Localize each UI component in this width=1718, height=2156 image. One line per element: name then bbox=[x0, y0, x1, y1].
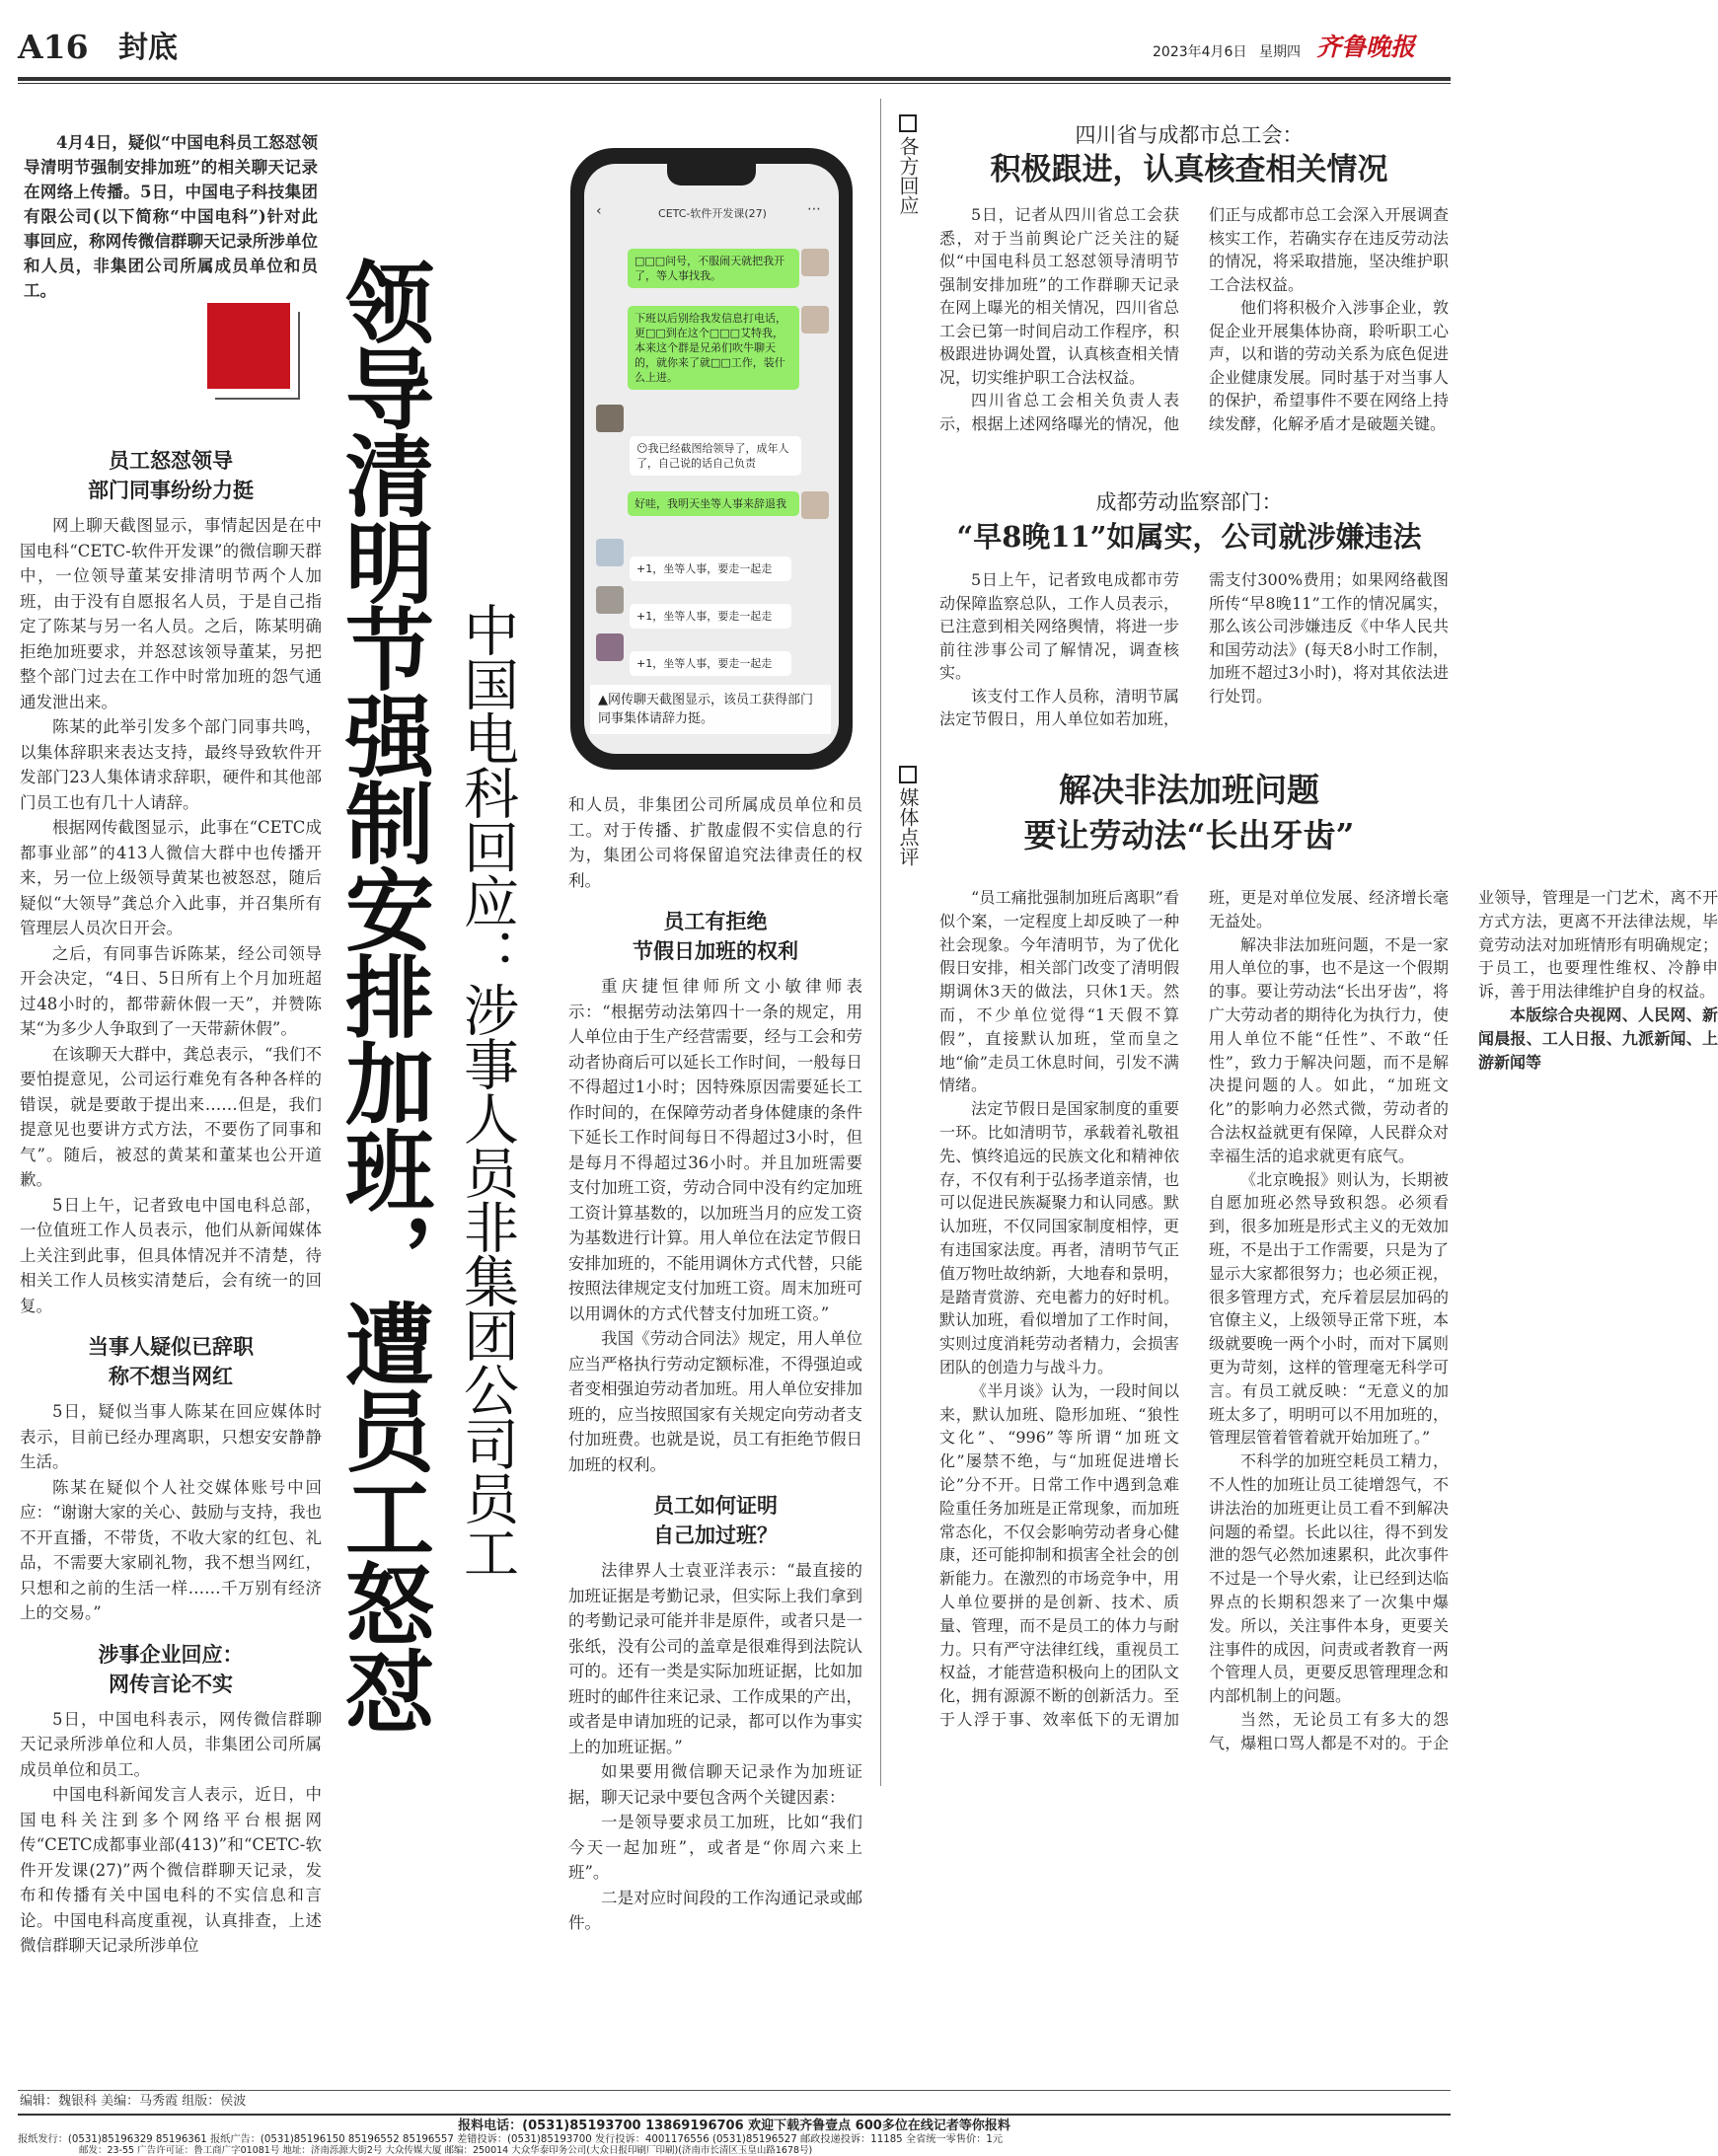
title-commentary bbox=[928, 768, 1451, 858]
main-headline: 领导清明节强制安排加班，遭员工怒怼 bbox=[330, 257, 433, 1733]
accent-shadow bbox=[215, 312, 300, 400]
section-body bbox=[20, 513, 322, 1318]
paragraph: 之后，有同事告诉陈某，经公司领导开会决定，“4日、5日所有上个月加班超过48小时的，都带薪休假一天”，并赞陈某“为多少人争取到了一天带薪休假”。 bbox=[20, 943, 322, 1038]
masthead-rule-thick bbox=[18, 77, 1451, 81]
section-body bbox=[568, 1558, 862, 1936]
subhead-line: 自己加过班？ bbox=[653, 1524, 778, 1547]
kicker-labor: 成都劳动监察部门： bbox=[1095, 490, 1283, 514]
paragraph: 5日，中国电科表示，网传微信群聊天记录所涉单位和人员，非集团公司所属成员单位和员工。 bbox=[20, 1709, 322, 1779]
subhead-line: 涉事企业回应： bbox=[98, 1642, 244, 1667]
paragraph: 《半月谈》认为，一段时间以来，默认加班、隐形加班、“狼性文化”、“996”等所谓“加班文化”屡禁不绝，与“加班促进增长论”分不开。日常工作中遇到急难险重任务加班是正常现象，而加班常态化，不仅会影响劳动者身心健康，还可能抑制和损害全社会的创新能力。在激烈的市场竞争中，用人单位要拼的是创新、技术、质量、管理，而不是员工的体力与耐力。只有严守法律红线，重视员工权益，才能营造积极向上的团队文化，拥有源源不断的创新活力。至于人浮于事、效率低下的无谓加班，更是对单位发展、经济增长毫无益处。 bbox=[939, 888, 1449, 1729]
footer-contacts: 报纸发行：(0531)85196329 85196361 报纸广告：(0531)85196150 85196552 85196557 差错投诉：(0531)85193700 发行投诉：4001176556 (0531)85196527 邮政投递投诉：11185 全省统一零售价：1元 bbox=[18, 2134, 1004, 2145]
subhead-line: 部门同事纷纷力挺 bbox=[88, 479, 254, 502]
paragraph: 根据网传截图显示，此事在“CETC成都事业部”的413人微信大群中也传播开来，另一位上级领导黄某也被怒怼，随后疑似“大领导”龚总介入此事，并召集所有管理层人员次日开会。 bbox=[20, 818, 322, 937]
phone-screen bbox=[584, 164, 839, 754]
continued-text bbox=[568, 792, 862, 893]
chat-bubble: 好哇，我明天坐等人事来辞退我 bbox=[628, 491, 799, 516]
paragraph: 重庆捷恒律师所文小敏律师表示：“根据劳动法第四十一条的规定，用人单位由于生产经营需要，经与工会和劳动者协商后可以延长工作时间，一般每日不得超过1小时；因特殊原因需要延长工作时间的，在保障劳动者身体健康的条件下延长工作时间每日不得超过3小时，但是每月不得超过36小时。并且加班需要支付加班工资，劳动合同中没有约定加班工资计算基数的，以加班当月的应发工资为基数进行计算。用人单位在法定节假日安排加班的，不能用调休方式代替，只能按照法律规定支付加班工资。周末加班可以用调休的方式代替支付加班工资。” bbox=[568, 977, 862, 1323]
paragraph: 5日，记者从四川省总工会获悉，对于当前舆论广泛关注的疑似“中国电科员工怒怼领导清明节强制安排加班”的工作群聊天记录在网上曝光的相关情况，四川省总工会已第一时间启动工作程序，积极跟进协调处置，认真核查相关情况，切实维护职工合法权益。 bbox=[939, 205, 1179, 387]
subhead-prove-overtime bbox=[568, 1491, 862, 1550]
phone-photo bbox=[570, 148, 853, 770]
back-icon[interactable]: ‹ bbox=[596, 203, 602, 219]
paragraph: 网上聊天截图显示，事情起因是在中国电科“CETC-软件开发课”的微信聊天群中，一位领导董某安排清明节两个人加班，由于没有自愿报名人员，于是自己指定了陈某与另一名人员。之后，陈某明确拒绝加班要求，并怒怼该领导董某，另把整个部门过去在工作中时常加班的怨气通通发泄出来。 bbox=[20, 516, 322, 711]
paragraph: 5日，疑似当事人陈某在回应媒体时表示，目前已经办理离职，只想安安静静生活。 bbox=[20, 1402, 322, 1471]
subhead-line: 当事人疑似已辞职 bbox=[88, 1335, 254, 1359]
title-union: 积极跟进，认真核查相关情况 bbox=[990, 152, 1388, 187]
title-line: 要让劳动法“长出牙齿” bbox=[1023, 816, 1355, 855]
subhead-line: 员工有拒绝 bbox=[663, 910, 768, 933]
credits-rule bbox=[18, 2090, 1451, 2091]
paragraph: 陈某的此举引发多个部门同事共鸣，以集体辞职来表达支持，最终导致软件开发部门23人集体请求辞职，硬件和其他部门员工也有几十人请辞。 bbox=[20, 717, 322, 812]
paragraph: 解决非法加班问题，不是一家用人单位的事，也不是这一个假期的事。要让劳动法“长出牙齿”，将广大劳动者的期待化为执行力，使用人单位不能“任性”、不敢“任性”，致力于解决问题，而不是解决提问题的人。如此，“加班文化”的影响力必然式微，劳动者的合法权益就更有保障，人民群众对幸福生活的追求就更有底气。 bbox=[1209, 934, 1449, 1165]
issue-weekday: 星期四 bbox=[1259, 44, 1301, 60]
avatar bbox=[801, 306, 829, 334]
paragraph: 如果要用微信聊天记录作为加班证据，聊天记录中要包含两个关键因素： bbox=[568, 1762, 862, 1807]
more-icon[interactable]: ⋯ bbox=[807, 201, 821, 217]
title-line: 解决非法加班问题 bbox=[1059, 771, 1319, 809]
paragraph: 不科学的加班空耗员工精力，不人性的加班让员工徒增怨气，不讲法治的加班更让员工看不到解决问题的希望。长此以往，得不到发泄的怨气必然加速累积，此次事件不过是一个导火索，让已经到达临界点的长期积怨来了一次集中爆发。所以，关注事件本身，更要关注事件的成因，问责或者教育一两个管理人员，更要反思管理理念和内部机制上的问题。 bbox=[1209, 1451, 1449, 1706]
subhead-resigned bbox=[20, 1332, 322, 1391]
subhead-staff-support bbox=[20, 446, 322, 505]
lead-text: 4月4日，疑似“中国电科员工怒怼领导清明节强制安排加班”的相关聊天记录在网络上传播。5日，中国电子科技集团有限公司(以下简称“中国电科”)针对此事回应，称网传微信群聊天记录所涉单位和人员，非集团公司所属成员单位和员工。 bbox=[24, 133, 318, 300]
chat-bubble: □□□问号，不服闹天就把我开了，等人事找我。 bbox=[628, 249, 799, 288]
chat-bubble: +1，坐等人事，要走一起走 bbox=[630, 651, 791, 676]
paragraph: 他们将积极介入涉事企业，敦促企业开展集体协商，聆听职工心声，以和谐的劳动关系为底色促进企业健康发展。同时基于对当事人的保护，希望事件不要在网络上持续发酵，化解矛盾才是破题关键。 bbox=[1209, 298, 1449, 433]
phone-notch bbox=[667, 164, 756, 186]
paragraph: 《北京晚报》则认为，长期被自愿加班必然导致积怨。必须看到，很多加班是形式主义的无效加班，不是出于工作需要，只是为了显示大家都很努力；也必须正视，很多管理方式，充斥着层层加码的官僚主义，上级领导正常下班，本级就要晚一两个小时，而对下属则更为苛刻，这样的管理毫无科学可言。有员工就反映：“无意义的加班太多了，明明可以不用加班的，管理层管着管着就开始加班了。” bbox=[1209, 1169, 1449, 1448]
subhead-company-response bbox=[20, 1640, 322, 1699]
paper-logo: 齐鲁晚报 bbox=[1316, 33, 1416, 61]
avatar bbox=[596, 586, 624, 614]
avatar bbox=[596, 633, 624, 661]
paragraph: 我国《劳动合同法》规定，用人单位应当严格执行劳动定额标准，不得强迫或者变相强迫劳动者加班。用人单位安排加班的，应当按照国家有关规定向劳动者支付加班费。也就是说，员工有拒绝节假日加班的权利。 bbox=[568, 1329, 862, 1474]
column-divider bbox=[880, 99, 881, 1786]
paragraph: 在该聊天大群中，龚总表示，“我们不要怕提意见，公司运行难免有各种各样的错误，就是要敢于提出来……但是，我们提意见也要讲方式方法，不要伤了同事和气”。随后，被怼的黄某和董某也公开道歉。 bbox=[20, 1044, 322, 1189]
footer-address: 邮发：23-55 广告许可证：鲁工商广字01081号 地址：济南泺源大街2号 大众传媒大厦 邮编：250014 大众华泰印务公司(大众日报印刷厂印刷)(济南市长清区玉皇山路1678号) bbox=[79, 2145, 813, 2156]
paragraph: 中国电科新闻发言人表示，近日，中国电科关注到多个网络平台根据网传“CETC成都事业部(413)”和“CETC-软件开发课(27)”两个微信群聊天记录，发布和传播有关中国电科的不实信息和言论。中国电科高度重视，认真排查，上述微信群聊天记录所涉单位 bbox=[20, 1785, 322, 1955]
footer-hotline: 报料电话：(0531)85193700 13869196706 欢迎下载齐鲁壹点 600多位在线记者等你报料 bbox=[458, 2119, 1010, 2133]
section-name: 封底 bbox=[118, 31, 178, 65]
paragraph: 当然，无论员工有多大的怨气，爆粗口骂人都是不对的。于企业领导，管理是一门艺术，离不开方式方法，更离不开法律法规，毕竟劳动法对加班情形有明确规定；于员工，也要理性维权、冷静申诉，善于用法律维护自身的权益。 bbox=[1209, 888, 1718, 1752]
editor-credits: 编辑：魏银科 美编：马秀霞 组版：侯波 bbox=[20, 2094, 247, 2109]
lead-paragraph bbox=[24, 130, 318, 303]
section-body bbox=[568, 974, 862, 1477]
section-body bbox=[20, 1707, 322, 1959]
tag-box-icon bbox=[899, 766, 917, 783]
subhead-line: 称不想当网红 bbox=[109, 1365, 233, 1388]
paragraph: 法定节假日是国家制度的重要一环。比如清明节，承载着礼敬祖先、慎终追远的民族文化和精神依存，不仅有利于弘扬孝道亲情，也可以促进民族凝聚力和认同感。默认加班，不仅同国家制度相悖，更有违国家法度。再者，清明节气正值万物吐故纳新，大地春和景明，是踏青赏游、充电蓄力的好时机。默认加班，看似增加了工作时间，实则过度消耗劳动者精力，会损害团队的创造力与战斗力。 bbox=[939, 1099, 1179, 1376]
paragraph: “员工痛批强制加班后离职”看似个案，一定程度上却反映了一种社会现象。今年清明节，为了优化假日安排，相关部门改变了清明假期调休3天的做法，只休1天。然而，不少单位觉得“1天假不算假”，直接默认加班，堂而皇之地“偷”走员工休息时间，引发不满情绪。 bbox=[939, 888, 1179, 1095]
chat-header bbox=[584, 197, 839, 231]
tag-label: 媒体点评 bbox=[896, 787, 920, 866]
paragraph: 5日上午，记者致电中国电科总部，一位值班工作人员表示，他们从新闻媒体上关注到此事，但具体情况并不清楚，待相关工作人员核实清楚后，会有统一的回复。 bbox=[20, 1195, 322, 1315]
paragraph: 陈某在疑似个人社交媒体账号中回应：“谢谢大家的关心、鼓励与支持，我也不开直播，不带货，不收大家的红包、礼品，不需要大家刷礼物，我不想当网红，只想和之前的生活一样……千万别有经济上的交易。” bbox=[20, 1477, 322, 1622]
tag-label: 各方回应 bbox=[896, 136, 920, 215]
avatar bbox=[596, 539, 624, 566]
subhead-line: 员工如何证明 bbox=[653, 1494, 778, 1518]
masthead bbox=[18, 28, 1451, 71]
paragraph: 和人员，非集团公司所属成员单位和员工。对于传播、扩散虚假不实信息的行为，集团公司将保留追究法律责任的权利。 bbox=[568, 795, 862, 890]
avatar bbox=[801, 491, 829, 519]
paragraph: 5日上午，记者致电成都市劳动保障监察总队，工作人员表示，已注意到相关网络舆情，将进一步前往涉事公司了解情况，调查核实。 bbox=[939, 570, 1179, 682]
paragraph: 法律界人士袁亚洋表示：“最直接的加班证据是考勤记录，但实际上我们拿到的考勤记录可能并非是原件，或者只是一张纸，没有公司的盖章是很难得到法院认可的。还有一类是实际加班证据，比如加班时的邮件往来记录、工作成果的产出，或者是申请加班的记录，都可以作为事实上的加班证据。” bbox=[568, 1561, 862, 1756]
chat-title: CETC-软件开发课(27) bbox=[658, 207, 767, 220]
paragraph: 二是对应时间段的工作沟通记录或邮件。 bbox=[568, 1888, 862, 1932]
masthead-rule-thin bbox=[18, 83, 1451, 84]
section-body bbox=[20, 1399, 322, 1626]
photo-caption bbox=[590, 685, 831, 734]
chat-bubble: 下班以后别给我发信息打电话，更□□到在这个□□□艾特我，本来这个群是兄弟们吹牛聊天的，就你来了就□□工作，装什么上进。 bbox=[628, 306, 799, 390]
page-number: A16 bbox=[18, 28, 89, 66]
caption-text: ▲网传聊天截图显示，该员工获得部门同事集体请辞力挺。 bbox=[598, 693, 813, 726]
issue-date: 2023年4月6日 bbox=[1153, 44, 1247, 60]
chat-bubble: +1，坐等人事，要走一起走 bbox=[630, 604, 791, 629]
footer-rule bbox=[18, 2114, 1451, 2116]
chat-bubble: +1，坐等人事，要走一起走 bbox=[630, 557, 791, 581]
column-center bbox=[568, 792, 862, 1936]
subhead-line: 员工怒怼领导 bbox=[109, 449, 233, 473]
commentary-article bbox=[939, 886, 1718, 1778]
source-note: 本版综合央视网、人民网、新闻晨报、工人日报、九派新闻、上游新闻等 bbox=[1478, 1004, 1718, 1072]
tag-responses bbox=[896, 114, 920, 215]
title-labor: “早8晚11”如属实，公司就涉嫌违法 bbox=[956, 520, 1422, 554]
subhead-right-to-refuse bbox=[568, 907, 862, 966]
avatar bbox=[596, 405, 624, 432]
chat-bubble: 😶我已经截图给领导了，成年人了，自己说的话自己负责 bbox=[630, 436, 801, 476]
kicker-union: 四川省与成都市总工会： bbox=[1075, 123, 1304, 147]
paragraph: 四川省总工会相关负责人表示，根据上述网络曝光的情况，他们正与成都市总工会深入开展调查核实工作，若确实存在违反劳动法的情况，将采取措施，坚决维护职工合法权益。 bbox=[939, 205, 1449, 433]
tag-media bbox=[896, 766, 920, 866]
subhead-line: 网传言论不实 bbox=[109, 1672, 233, 1696]
tag-box-icon bbox=[899, 114, 917, 132]
paragraph: 一是领导要求员工加班，比如“我们今天一起加班”，或者是“你周六来上班”。 bbox=[568, 1813, 862, 1882]
column-left bbox=[20, 446, 322, 1959]
subhead-line: 节假日加班的权利 bbox=[633, 939, 798, 963]
sub-headline: 中国电科回应：涉事人员非集团公司员工 bbox=[455, 602, 519, 1579]
union-article bbox=[939, 203, 1449, 456]
labor-article bbox=[939, 568, 1449, 738]
paragraph: 该支付工作人员称，清明节属法定节假日，用人单位如若加班，需支付300%费用；如果网络截图所传“早8晚11”工作的情况属实，那么该公司涉嫌违反《中华人民共和国劳动法》(每天8小时工作制，加班不超过3小时)，将对其依法进行处罚。 bbox=[939, 570, 1449, 728]
avatar bbox=[801, 249, 829, 276]
